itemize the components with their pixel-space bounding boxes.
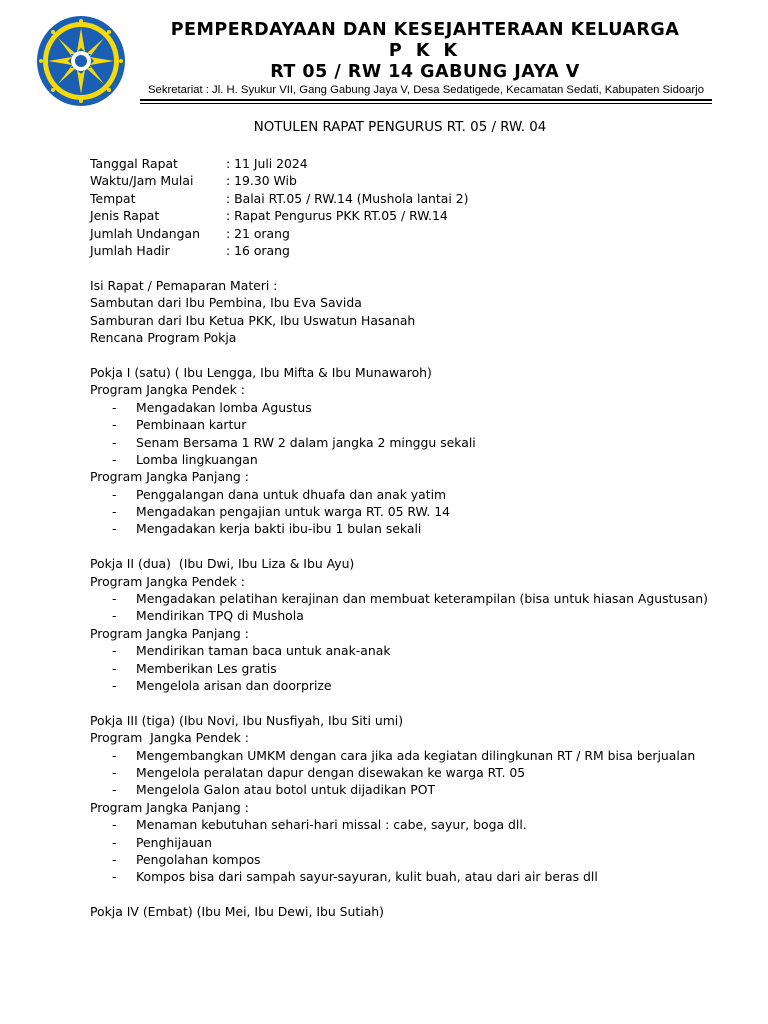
header-rule-thick bbox=[140, 99, 712, 101]
program-item-text: Kompos bisa dari sampah sayur-sayuran, kulit buah, atau dari air beras dll bbox=[136, 869, 598, 885]
program-item bbox=[90, 590, 710, 607]
program-item-text: Menaman kebutuhan sehari-hari missal : cabe, sayur, boga dll. bbox=[136, 817, 527, 833]
program-item-text: Penghijauan bbox=[136, 834, 213, 850]
meta-value: : Balai RT.05 / RW.14 (Mushola lantai 2) bbox=[226, 190, 469, 206]
meta-row bbox=[90, 225, 468, 242]
meta-label: Jenis Rapat bbox=[90, 208, 160, 224]
meta-label: Tempat bbox=[90, 190, 136, 206]
program-item bbox=[90, 816, 710, 833]
program-item-text: Mengembangkan UMKM dengan cara jika ada kegiatan dilingkunan RT / RM bisa berjualan bbox=[136, 747, 696, 763]
program-item-text: Senam Bersama 1 RW 2 dalam jangka 2 minggu sekali bbox=[136, 434, 476, 450]
meta-value: : 11 Juli 2024 bbox=[226, 156, 308, 171]
org-unit: RT 05 / RW 14 GABUNG JAYA V bbox=[270, 62, 580, 82]
program-item bbox=[90, 660, 710, 677]
agenda-item: Samburan dari Ibu Ketua PKK, Ibu Uswatun Hasanah bbox=[90, 312, 416, 328]
spacer bbox=[90, 694, 710, 711]
bullet-dash: - bbox=[112, 399, 117, 415]
pkk-logo bbox=[35, 14, 127, 108]
document-title bbox=[0, 120, 768, 135]
bullet-dash: - bbox=[112, 486, 117, 502]
program-item bbox=[90, 642, 710, 659]
bullet-dash: - bbox=[112, 817, 117, 833]
program-item-text: Penggalangan dana untuk dhuafa dan anak yatim bbox=[136, 486, 447, 502]
bullet-dash: - bbox=[112, 643, 117, 659]
program-item-text: Mengadakan pelatihan kerajinan dan membuat keterampilan (bisa untuk hiasan Agustusan) bbox=[136, 591, 708, 607]
section-heading: Isi Rapat / Pemaparan Materi : bbox=[90, 278, 278, 293]
header-rule-thin bbox=[140, 103, 712, 104]
program-item-text: Lomba lingkuangan bbox=[136, 451, 258, 467]
program-item bbox=[90, 434, 710, 451]
org-name: PEMPERDAYAAN DAN KESEJAHTERAAN KELUARGA bbox=[170, 20, 680, 40]
program-item-text: Mengadakan pengajian untuk warga RT. 05 RW. 14 bbox=[136, 504, 450, 520]
bullet-dash: - bbox=[112, 434, 117, 450]
program-item bbox=[90, 747, 710, 764]
program-item bbox=[90, 764, 710, 781]
pokja-title: Pokja III (tiga) (Ibu Novi, Ibu Nusfiyah, Ibu Siti umi) bbox=[90, 712, 404, 728]
meta-label: Tanggal Rapat bbox=[90, 156, 178, 171]
spacer bbox=[90, 886, 710, 903]
meta-value: : 19.30 Wib bbox=[226, 173, 297, 189]
program-item bbox=[90, 834, 710, 851]
document-title-text: NOTULEN RAPAT PENGURUS RT. 05 / RW. 04 bbox=[253, 120, 547, 135]
program-item bbox=[90, 607, 710, 624]
org-address: Sekretariat : Jl. H. Syukur VII, Gang Gabung Jaya V, Desa Sedatigede, Kecamatan Sedati, Kabupaten Sidoarjo bbox=[148, 84, 704, 96]
program-label: Program Jangka Panjang : bbox=[90, 469, 249, 485]
bullet-dash: - bbox=[112, 591, 117, 607]
meta-value: : Rapat Pengurus PKK RT.05 / RW.14 bbox=[226, 208, 448, 224]
spacer bbox=[90, 347, 710, 364]
bullet-dash: - bbox=[112, 747, 117, 763]
program-item-text: Mengadakan lomba Agustus bbox=[136, 399, 312, 415]
pokja-title: Pokja I (satu) ( Ibu Lengga, Ibu Mifta & Ibu Munawaroh) bbox=[90, 364, 432, 380]
meta-label: Waktu/Jam Mulai bbox=[90, 173, 194, 189]
program-item-text: Mendirikan taman baca untuk anak-anak bbox=[136, 643, 391, 659]
meeting-meta bbox=[90, 155, 468, 259]
program-item bbox=[90, 451, 710, 468]
program-item-text: Memberikan Les gratis bbox=[136, 660, 277, 676]
program-item-text: Pengolahan kompos bbox=[136, 851, 261, 867]
bullet-dash: - bbox=[112, 869, 117, 885]
program-item bbox=[90, 781, 710, 798]
bullet-dash: - bbox=[112, 451, 117, 467]
agenda-item: Sambutan dari Ibu Pembina, Ibu Eva Savida bbox=[90, 295, 362, 311]
meta-row bbox=[90, 242, 468, 259]
program-item bbox=[90, 851, 710, 868]
bullet-dash: - bbox=[112, 660, 117, 676]
pokja-title: Pokja IV (Embat) (Ibu Mei, Ibu Dewi, Ibu Sutiah) bbox=[90, 904, 384, 920]
program-item-text: Mengelola Galon atau botol untuk dijadikan POT bbox=[136, 782, 436, 798]
program-label: Program Jangka Panjang : bbox=[90, 799, 249, 815]
program-item-text: Mengadakan kerja bakti ibu-ibu 1 bulan sekali bbox=[136, 521, 422, 537]
agenda-item: Rencana Program Pokja bbox=[90, 330, 237, 346]
program-item-text: Mengelola peralatan dapur dengan disewakan ke warga RT. 05 bbox=[136, 764, 526, 780]
bullet-dash: - bbox=[112, 851, 117, 867]
bullet-dash: - bbox=[112, 504, 117, 520]
program-label: Program Jangka Pendek : bbox=[90, 730, 249, 746]
pokja-title: Pokja II (dua) (Ibu Dwi, Ibu Liza & Ibu Ayu) bbox=[90, 556, 355, 572]
meta-row bbox=[90, 155, 468, 172]
meta-value: : 16 orang bbox=[226, 242, 290, 258]
bullet-dash: - bbox=[112, 764, 117, 780]
program-item-text: Mendirikan TPQ di Mushola bbox=[136, 608, 304, 624]
program-item bbox=[90, 399, 710, 416]
bullet-dash: - bbox=[112, 677, 117, 693]
program-item bbox=[90, 677, 710, 694]
program-item bbox=[90, 416, 710, 433]
meta-row bbox=[90, 172, 468, 189]
program-label: Program Jangka Panjang : bbox=[90, 625, 249, 641]
program-item bbox=[90, 503, 710, 520]
bullet-dash: - bbox=[112, 521, 117, 537]
bullet-dash: - bbox=[112, 608, 117, 624]
org-abbreviation: P K K bbox=[388, 41, 462, 61]
program-label: Program Jangka Pendek : bbox=[90, 573, 245, 589]
program-item bbox=[90, 520, 710, 537]
spacer bbox=[90, 538, 710, 555]
program-label: Program Jangka Pendek : bbox=[90, 382, 245, 398]
meta-row bbox=[90, 207, 468, 224]
meeting-content bbox=[90, 277, 710, 920]
bullet-dash: - bbox=[112, 834, 117, 850]
meta-label: Jumlah Hadir bbox=[90, 242, 170, 258]
bullet-dash: - bbox=[112, 782, 117, 798]
program-item-text: Mengelola arisan dan doorprize bbox=[136, 677, 332, 693]
program-item-text: Pembinaan kartur bbox=[136, 417, 247, 433]
meta-row bbox=[90, 190, 468, 207]
meta-value: : 21 orang bbox=[226, 225, 290, 241]
bullet-dash: - bbox=[112, 417, 117, 433]
program-item bbox=[90, 868, 710, 885]
program-item bbox=[90, 486, 710, 503]
meta-label: Jumlah Undangan bbox=[90, 225, 200, 241]
